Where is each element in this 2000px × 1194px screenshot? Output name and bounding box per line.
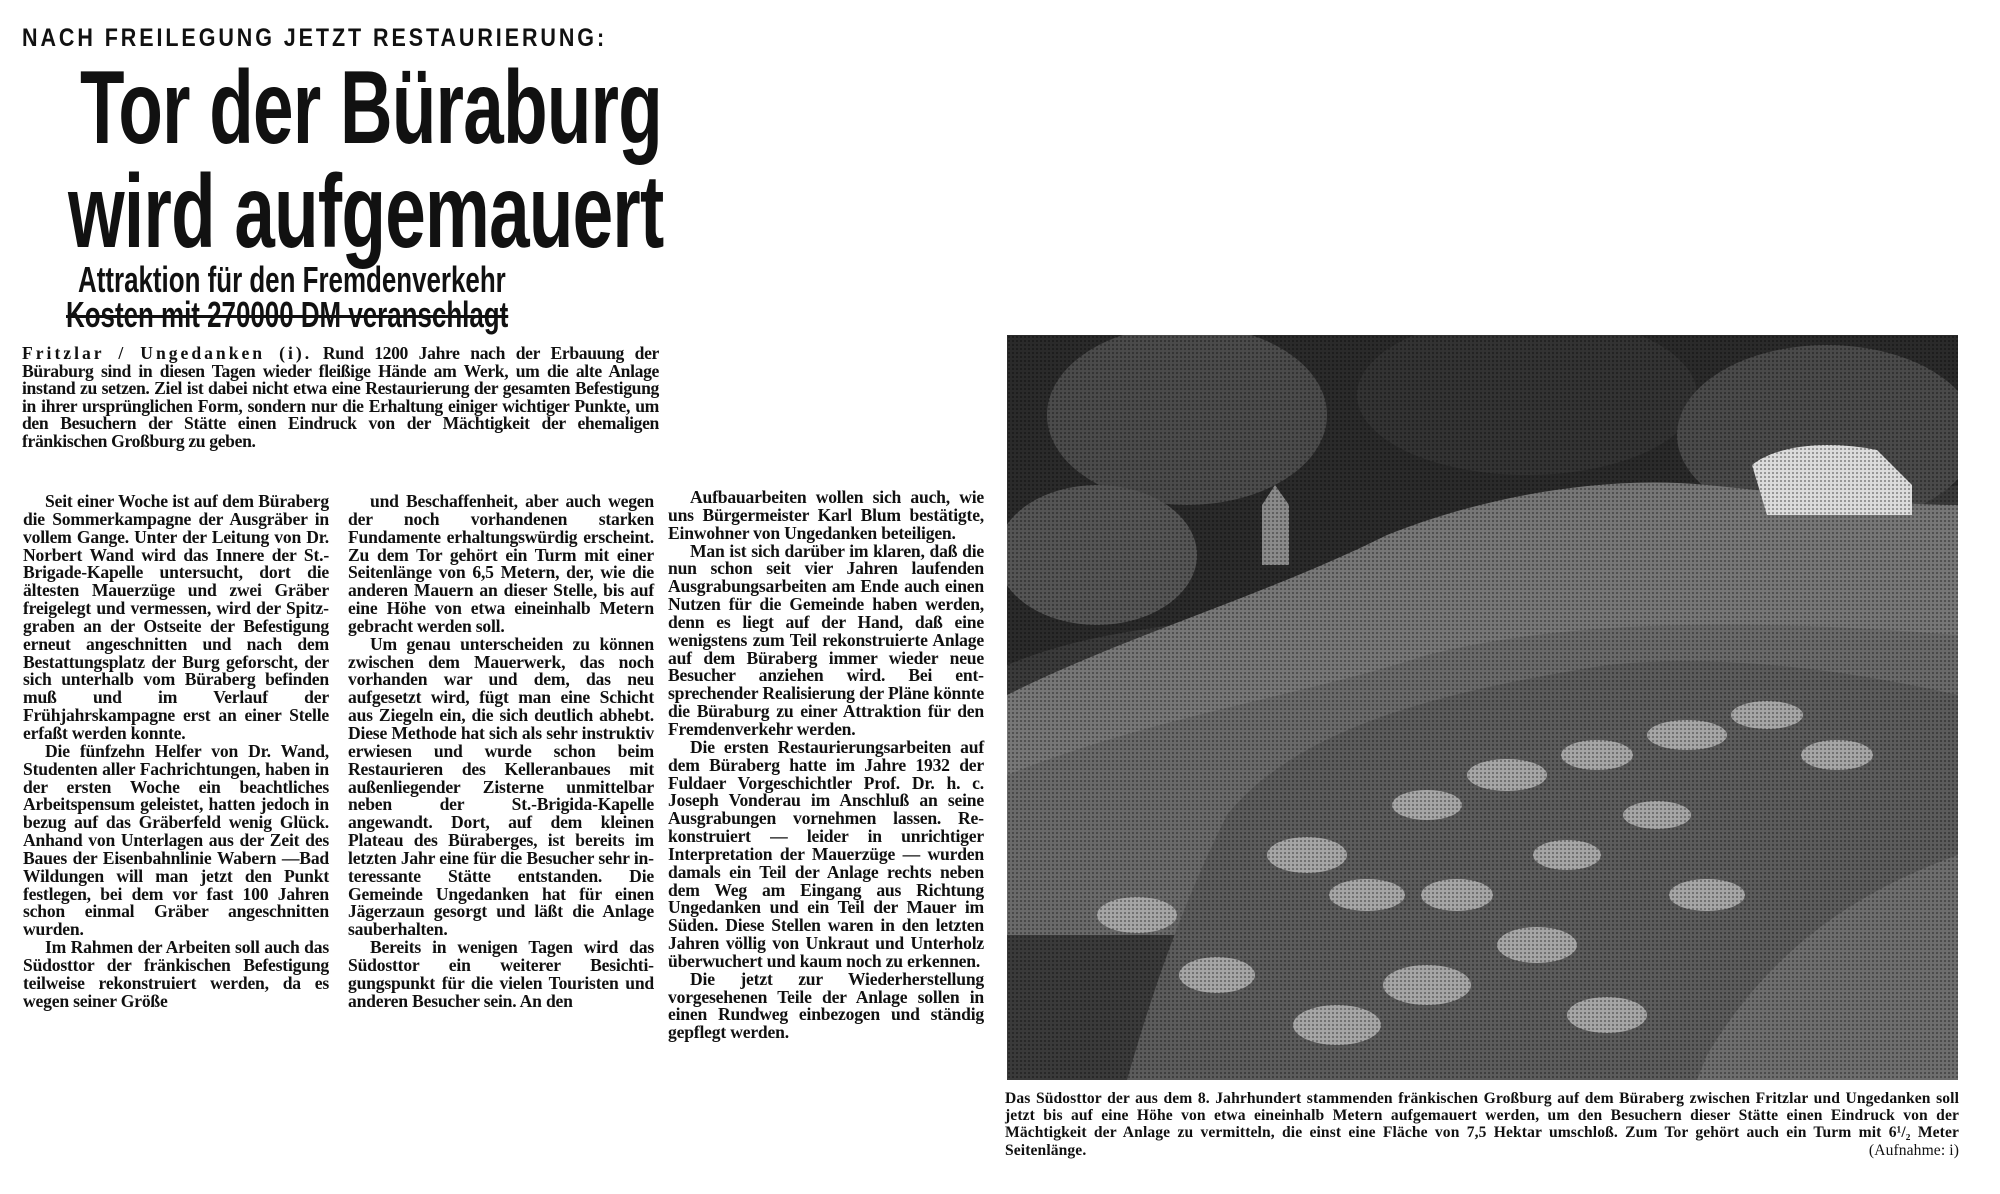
dateline: Fritzlar / Ungedanken (i). [22, 343, 313, 363]
excavation-photo-illustration [1007, 335, 1958, 1080]
paragraph: Um genau unterscheiden zu können zwischen dem Mauerwerk, das noch vorhanden war und dem, das neu aufgesetzt wird, fügt man eine Schicht aus Ziegeln ein, die sich deutlich abhebt. Diese Methode hat sich als sehr instruktiv erwiesen und wurde schon beim Restaurieren des Kelleranbaues mit außenliegender Zisterne unmittelbar neben der St.-Brigida-Kapelle angewandt. Dort, auf dem kleinen Plateau des Büraberges, ist bereits im letzten Jahr eine für die Besucher sehr interessante Stätte entstanden. Die Gemeinde Ungedanken hat für einen Jägerzaun gesorgt und läßt die Anlage sauberhalten. [348, 633, 654, 940]
text-column-2 [348, 493, 654, 1010]
paragraph: Seit einer Woche ist auf dem Büraberg die Sommerkampagne der Ausgräber in vollem Gange. Unter der Leitung von Dr. Norbert Wand wird das Innere der St.-Brigade-Kapelle untersucht, dort die ältesten Mauerzüge und zwei Gräber freigelegt und vermessen, wird der Spitzgraben an der Ostseite der Befestigung erneut angeschnitten und nach dem Bestattungsplatz der Burg geforscht, der sich unterhalb vom Büraberg befinden muß und im Verlauf der Frühjahrskampagne erst an einer Stelle erfaßt werden konnte. [23, 491, 329, 743]
paragraph: Die ersten Restaurierungsarbeiten auf dem Büraberg hatte im Jahre 1932 der Fuldaer Vorgeschichtler Prof. Dr. h. c. Joseph Vonderau im Anschluß an seine Ausgrabungen vornehmen lassen. Rekonstruiert — leider in unrichtiger Interpretation der Mauerzüge — wurden damals ein Teil der Anlage rechts neben dem Weg am Eingang aus Richtung Ungedanken und ein Teil der Mauer im Süden. Diese Stellen waren in den letzten Jahren völlig von Unkraut und Unterholz überwuchert und kaum noch zu erkennen. [668, 736, 984, 971]
paragraph: Die fünfzehn Helfer von Dr. Wand, Studenten aller Fachrichtungen, haben in der ersten Woche ein beachtliches Arbeitspensum geleistet, hatten jedoch in bezug auf das Gräberfeld wenig Glück. Anhand von Unterlagen aus der Zeit des Baues der Eisenbahnlinie Wabern —Bad Wildungen will man jetzt den Punkt festlegen, bei dem vor fast 100 Jahren schon einmal Gräber angeschnitten wurden. [23, 740, 329, 940]
struck-subheadline: Kosten mit 270000 DM veranschlagt [66, 294, 509, 335]
paragraph: Bereits in wenigen Tagen wird das Südosttor ein weiterer Besichtigungspunkt für die vielen Touristen und anderen Besucher sein. An den [348, 937, 654, 1011]
headline-line-1: Tor der Büraburg [80, 50, 663, 166]
kicker: NACH FREILEGUNG JETZT RESTAURIERUNG: [22, 24, 608, 52]
text-column-3 [668, 489, 984, 1042]
text-column-1 [23, 493, 329, 1010]
intro-text: Rund 1200 Jahre nach der Erbauung der Büraburg sind in diesen Tagen wieder fleißige Hände am Werk, um die alte Anlage instand zu setzen. Ziel ist dabei nicht etwa eine Restaurierung der gesamten Befestigung in ihrer ursprünglichen Form, sondern nur die Erhaltung einiger wichtiger Punkte, um den Besuchern der Stätte einen Eindruck von der Mächtigkeit der ehemaligen fränkischen Großburg zu geben. [22, 343, 659, 451]
paragraph: Im Rahmen der Arbeiten soll auch das Südosttor der fränkischen Befestigung teilweise rekonstruiert werden, da es wegen seiner Größe [23, 937, 329, 1011]
paragraph: Aufbauarbeiten wollen sich auch, wie uns Bürgermeister Karl Blum bestätigte, Einwohner von Ungedanken beteiligen. [668, 487, 984, 543]
paragraph: und Beschaffenheit, aber auch wegen der noch vorhandenen starken Fundamente erhaltungswürdig erscheint. Zu dem Tor gehört ein Turm mit einer Seitenlänge von 6,5 Metern, der, wie die anderen Mauern an dieser Stelle, bis auf eine Höhe von etwa eineinhalb Metern gebracht werden soll. [348, 491, 654, 636]
paragraph: Die jetzt zur Wiederherstellung vorgesehenen Teile der Anlage sollen in einen Rundweg einbezogen und ständig gepflegt werden. [668, 968, 984, 1043]
excavation-photo [1007, 335, 1958, 1080]
photo-credit: (Aufnahme: i) [1868, 1141, 1959, 1159]
headline-line-2: wird aufgemauert [68, 154, 664, 270]
subheadline: Attraktion für den Fremdenverkehr [78, 259, 506, 300]
photo-caption [1005, 1090, 1959, 1159]
caption-text: Das Südosttor der aus dem 8. Jahrhundert stammenden fränkischen Großburg auf dem Büraberg zwischen Fritzlar und Ungedanken soll jetzt bis auf eine Höhe von etwa eineinhalb Metern aufgemauert werden, um den Besuchern dieser Stätte einen Eindruck von der Mächtigkeit der Anlage zu vermitteln, die einst eine Fläche von 7,5 Hektar umschloß. Zum Tor gehört auch ein Turm mit 6¹/₂ Meter Seitenlänge. [1005, 1090, 1959, 1159]
paragraph: Man ist sich darüber im klaren, daß die nun schon seit vier Jahren laufenden Ausgrabungsarbeiten am Ende auch einen Nutzen für die Gemeinde haben werden, denn es liegt auf der Hand, daß eine wenigstens zum Teil rekonstruierte Anlage auf dem Büraberg immer wieder neue Besucher anziehen wird. Bei entsprechender Realisierung der Pläne könnte die Büraburg zu einer Attraktion für den Fremdenverkehr werden. [668, 540, 984, 739]
intro-paragraph [22, 345, 659, 451]
